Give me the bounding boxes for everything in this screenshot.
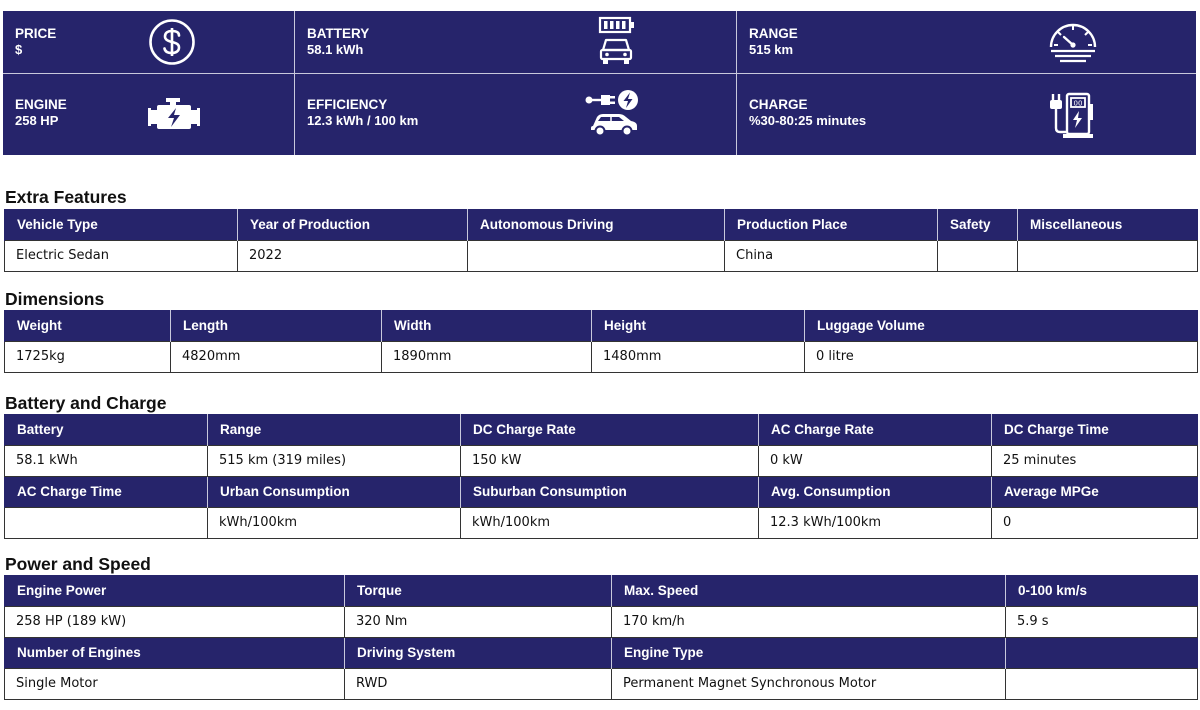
cell-empty [1006,668,1198,699]
header-ac-charge-time: AC Charge Time [5,476,208,507]
header-autonomous-driving: Autonomous Driving [468,209,725,240]
table-header-row [5,476,1198,507]
cell-dc-charge-rate: 150 kW [461,445,759,476]
cell-avg-consumption: 12.3 kWh/100km [759,507,992,538]
cell-0-100: 5.9 s [1006,606,1198,637]
table-header-row [5,637,1198,668]
cell-miscellaneous [1018,240,1198,271]
battery-charge-table [4,414,1198,539]
header-number-of-engines: Number of Engines [5,637,345,668]
cell-suburban-consumption: kWh/100km [461,507,759,538]
header-urban-consumption: Urban Consumption [208,476,461,507]
cell-driving-system: RWD [345,668,612,699]
cell-number-of-engines: Single Motor [5,668,345,699]
cell-urban-consumption: kWh/100km [208,507,461,538]
header-vehicle-type: Vehicle Type [5,209,238,240]
table-row [5,445,1198,476]
header-avg-consumption: Avg. Consumption [759,476,992,507]
spec-battery [294,11,736,73]
section-title-battery-charge: Battery and Charge [5,393,167,413]
extra-features-table [4,209,1198,272]
spec-efficiency-label: EFFICIENCY [307,97,388,112]
table-row [5,507,1198,538]
power-speed-table [4,575,1198,700]
spec-price-value: $ [15,42,23,57]
spec-efficiency-value: 12.3 kWh / 100 km [307,113,419,128]
header-suburban-consumption: Suburban Consumption [461,476,759,507]
spec-battery-label: BATTERY [307,26,370,41]
spec-range [736,11,1196,73]
header-engine-power: Engine Power [5,575,345,606]
section-title-power-speed: Power and Speed [5,554,151,574]
header-length: Length [171,310,382,341]
battery-car-icon [597,16,637,68]
cell-safety [938,240,1018,271]
cell-width: 1890mm [382,341,592,372]
table-row [5,341,1198,372]
header-battery: Battery [5,414,208,445]
table-header-row [5,414,1198,445]
header-empty [1006,637,1198,668]
header-average-mpge: Average MPGe [992,476,1198,507]
header-miscellaneous: Miscellaneous [1018,209,1198,240]
cell-engine-type: Permanent Magnet Synchronous Motor [612,668,1006,699]
header-dc-charge-rate: DC Charge Rate [461,414,759,445]
spec-charge-label: CHARGE [749,97,808,112]
header-ac-charge-rate: AC Charge Rate [759,414,992,445]
header-driving-system: Driving System [345,637,612,668]
dollar-circle-icon [148,18,196,66]
header-luggage-volume: Luggage Volume [805,310,1198,341]
cell-ac-charge-rate: 0 kW [759,445,992,476]
cell-average-mpge: 0 [992,507,1198,538]
header-max-speed: Max. Speed [612,575,1006,606]
spec-charge-value: %30-80:25 minutes [749,113,867,128]
cell-weight: 1725kg [5,341,171,372]
spec-engine-label: ENGINE [15,97,67,112]
header-production-place: Production Place [725,209,938,240]
header-dc-charge-time: DC Charge Time [992,414,1198,445]
plug-car-icon [585,88,641,138]
cell-dc-charge-time: 25 minutes [992,445,1198,476]
header-range: Range [208,414,461,445]
spec-range-value: 515 km [749,42,794,57]
cell-autonomous-driving [468,240,725,271]
cell-height: 1480mm [592,341,805,372]
table-header-row [5,575,1198,606]
header-safety: Safety [938,209,1018,240]
table-row [5,606,1198,637]
cell-length: 4820mm [171,341,382,372]
header-torque: Torque [345,575,612,606]
charging-station-icon [1047,90,1097,140]
table-row [5,240,1198,271]
cell-vehicle-type: Electric Sedan [5,240,238,271]
spec-battery-value: 58.1 kWh [307,42,364,57]
cell-engine-power: 258 HP (189 kW) [5,606,345,637]
header-0-100: 0-100 km/s [1006,575,1198,606]
speedometer-icon [1047,17,1099,67]
cell-torque: 320 Nm [345,606,612,637]
spec-engine [3,73,294,155]
cell-max-speed: 170 km/h [612,606,1006,637]
spec-engine-value: 258 HP [15,113,59,128]
header-width: Width [382,310,592,341]
svg-text:00: 00 [1073,99,1083,108]
table-header-row [5,209,1198,240]
section-title-extra-features: Extra Features [5,187,127,207]
dimensions-table [4,310,1198,373]
spec-charge [736,73,1196,155]
header-engine-type: Engine Type [612,637,1006,668]
spec-price [3,11,294,73]
cell-production-place: China [725,240,938,271]
spec-efficiency [294,73,736,155]
cell-range: 515 km (319 miles) [208,445,461,476]
cell-year-of-production: 2022 [238,240,468,271]
spec-summary-panel [3,11,1196,155]
header-year-of-production: Year of Production [238,209,468,240]
table-row [5,668,1198,699]
section-title-dimensions: Dimensions [5,289,105,309]
spec-range-label: RANGE [749,26,798,41]
header-weight: Weight [5,310,171,341]
header-height: Height [592,310,805,341]
cell-luggage-volume: 0 litre [805,341,1198,372]
spec-price-label: PRICE [15,26,57,41]
cell-ac-charge-time [5,507,208,538]
table-header-row [5,310,1198,341]
cell-battery: 58.1 kWh [5,445,208,476]
engine-icon [148,96,200,132]
